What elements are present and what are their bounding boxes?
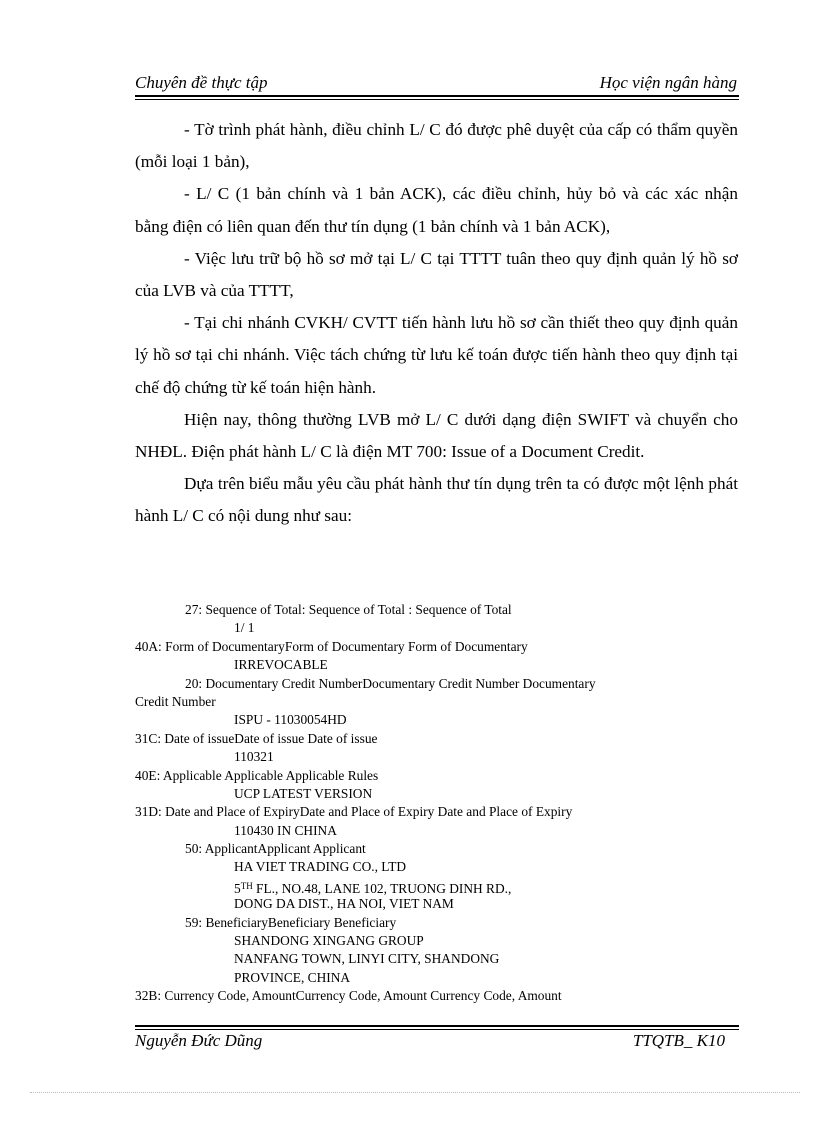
field-31d-label: 31D: Date and Place of ExpiryDate and Place of Expiry Date and Place of Expiry <box>135 804 573 819</box>
header-rule <box>135 95 739 97</box>
field-40e-label: 40E: Applicable Applicable Applicable Rules <box>135 768 379 783</box>
paragraph: - Việc lưu trữ bộ hồ sơ mở tại L/ C tại TTTT tuân theo quy định quản lý hồ sơ của LVB và của TTTT, <box>135 248 738 301</box>
field-50-line2-sup: TH <box>240 881 253 891</box>
field-50-line2-text: FL., NO.48, LANE 102, TRUONG DINH RD., <box>252 881 512 896</box>
field-20-label-cont: Credit Number <box>135 694 216 709</box>
field-59-line2: NANFANG TOWN, LINYI CITY, SHANDONG <box>234 951 500 966</box>
footer-rule <box>135 1025 739 1027</box>
page-footer <box>135 1031 739 1057</box>
field-20-value: ISPU - 11030054HD <box>234 712 347 727</box>
field-59-line3: PROVINCE, CHINA <box>234 970 351 985</box>
footer-class: TTQTB_ K10 <box>632 1031 725 1050</box>
paragraph: Dựa trên biểu mẫu yêu cầu phát hành thư tín dụng trên ta có được một lệnh phát hành L/ C có nội dung như sau: <box>135 474 738 526</box>
field-40a-label: 40A: Form of DocumentaryForm of Documentary Form of Documentary <box>135 639 528 654</box>
header-title-left: Chuyên đề thực tập <box>135 73 268 92</box>
paragraph: - L/ C (1 bản chính và 1 bản ACK), các điều chỉnh, hủy bỏ và các xác nhận bằng điện có liên quan đến thư tín dụng (1 bản chính và 1 bản ACK), <box>135 184 738 236</box>
field-50-line1: HA VIET TRADING CO., LTD <box>234 859 407 874</box>
field-31c-value: 110321 <box>234 749 274 764</box>
field-27-value: 1/ 1 <box>234 620 255 635</box>
header-title-right: Học viện ngân hàng <box>599 73 737 92</box>
page-edge-divider <box>30 1092 800 1093</box>
header-rule-thin <box>135 99 739 100</box>
field-50-line2-number: 5 <box>234 881 241 896</box>
footer-rule-thin <box>135 1029 739 1030</box>
field-40e-value: UCP LATEST VERSION <box>234 786 373 801</box>
field-59-label: 59: BeneficiaryBeneficiary Beneficiary <box>185 915 397 930</box>
paragraph: - Tại chi nhánh CVKH/ CVTT tiến hành lưu hồ sơ cần thiết theo quy định quản lý hồ sơ tại chi nhánh. Việc tách chứng từ lưu kế toán được tiến hành theo quy định tại chế độ chứng từ kế toán hiện hành. <box>135 313 738 397</box>
field-27-label: 27: Sequence of Total: Sequence of Total : Sequence of Total <box>185 602 512 617</box>
paragraph: Hiện nay, thông thường LVB mở L/ C dưới dạng điện SWIFT và chuyển cho NHĐL. Điện phát hành L/ C là điện MT 700: Issue of a Document Credit. <box>135 409 738 462</box>
field-20-label: 20: Documentary Credit NumberDocumentary Credit Number Documentary <box>185 676 596 691</box>
field-31c-label: 31C: Date of issueDate of issue Date of issue <box>135 731 378 746</box>
field-50-label: 50: ApplicantApplicant Applicant <box>185 841 366 856</box>
field-59-line1: SHANDONG XINGANG GROUP <box>234 933 424 948</box>
page-header <box>135 70 739 96</box>
field-32b-label: 32B: Currency Code, AmountCurrency Code, Amount Currency Code, Amount <box>135 988 562 1003</box>
body-text <box>135 114 738 533</box>
field-31d-value: 110430 IN CHINA <box>234 823 337 838</box>
paragraph: - Tờ trình phát hành, điều chỉnh L/ C đó được phê duyệt của cấp có thẩm quyền (mỗi loại 1 bản), <box>135 120 738 172</box>
footer-author: Nguyễn Đức Dũng <box>135 1031 263 1050</box>
field-50-line3: DONG DA DIST., HA NOI, VIET NAM <box>234 896 454 911</box>
field-40a-value: IRREVOCABLE <box>234 657 328 672</box>
